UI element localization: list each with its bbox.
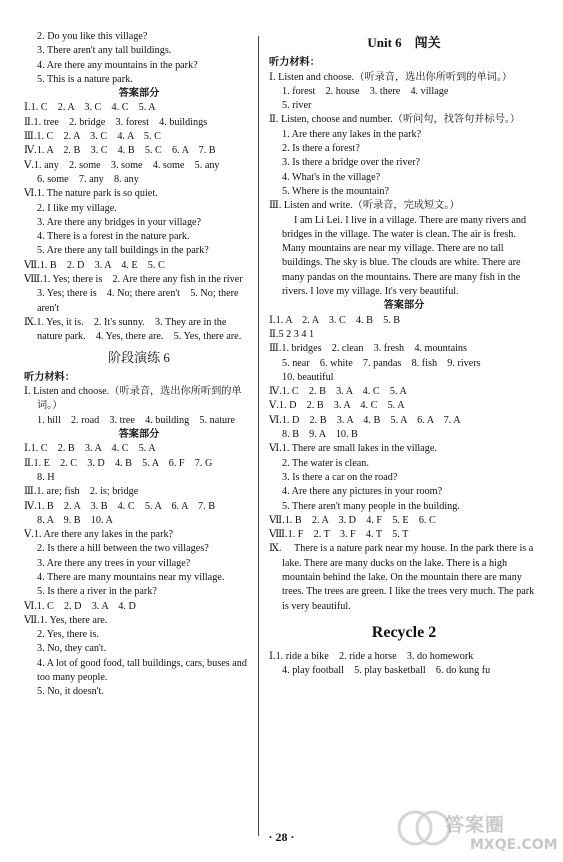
listening-heading: 听力材料： bbox=[269, 57, 320, 69]
unit-title: Unit 6 闯关 bbox=[367, 35, 441, 50]
listening-instruction: Ⅱ. Listen, choose and number.（听问句，找答句并标号。） bbox=[269, 114, 521, 126]
answer-line: 3. Are there any bridges in your village? bbox=[37, 216, 202, 228]
answer-line: Ⅵ.1. C 2. D 3. A 4. D bbox=[24, 600, 136, 612]
listening-passage: I am Li Lei. I live in a village. There are many rivers and bridges in the village. The water is clean. The air is fresh. Many mountains are near my village. There are no tall buildings. The sky is blue. The clouds are white. There are many pandas on the mountains. There are many fish in the rivers. I love my village. It's very beautiful. bbox=[282, 214, 527, 298]
answer-line: 5. near 6. white 7. pandas 8. fish 9. rivers bbox=[282, 357, 481, 369]
answer-line: 10. beautiful bbox=[282, 371, 334, 383]
answer-line: Ⅱ.5 2 3 4 1 bbox=[269, 328, 315, 340]
answer-line: 6. some 7. any 8. any bbox=[37, 173, 139, 185]
answer-line: Ⅰ.1. A 2. A 3. C 4. B 5. B bbox=[269, 314, 401, 326]
answer-line: 5. No, it doesn't. bbox=[37, 686, 104, 698]
answer-line: Ⅰ.1. ride a bike 2. ride a horse 3. do homework bbox=[269, 651, 474, 663]
answer-line: 4. Are there any pictures in your room? bbox=[282, 486, 443, 498]
text-line: 4. Are there any mountains in the park? bbox=[37, 59, 198, 71]
answer-line: 2. Is there a hill between the two villages? bbox=[37, 543, 209, 555]
answer-line: 3. Are there any trees in your village? bbox=[37, 557, 191, 569]
answer-line: 8. B 9. A 10. B bbox=[282, 429, 358, 441]
answer-line: 5. There aren't many people in the building. bbox=[282, 500, 460, 512]
answer-line: 3. Is there a car on the road? bbox=[282, 471, 398, 483]
listening-words: 1. forest 2. house 3. there 4. village bbox=[282, 85, 449, 97]
answer-line: Ⅲ.1. C 2. A 3. C 4. A 5. C bbox=[24, 131, 161, 143]
listening-heading: 听力材料： bbox=[24, 371, 75, 383]
question-line: 2. Is there a forest? bbox=[282, 143, 360, 155]
answer-line: Ⅷ.1. Yes; there is 2. Are there any fish in the river 3. Yes; there is 4. No; there aren't 5. No; there aren't bbox=[24, 274, 253, 314]
watermark-text: 答案圈 bbox=[445, 814, 506, 836]
answer-heading: 答案部分 bbox=[118, 88, 160, 100]
answer-line: 4. There are many mountains near my village. bbox=[37, 571, 225, 583]
answer-line: Ⅴ.1. Are there any lakes in the park? bbox=[24, 529, 174, 541]
answer-line: 4. There is a forest in the nature park. bbox=[37, 231, 190, 243]
listening-words: 5. river bbox=[282, 100, 312, 112]
answer-line: Ⅴ.1. any 2. some 3. some 4. some 5. any bbox=[24, 159, 220, 171]
listening-instruction: Ⅰ. Listen and choose.（听录音，选出你所听到的单词。） bbox=[269, 71, 513, 83]
answer-line: Ⅶ.1. B 2. D 3. A 4. E 5. C bbox=[24, 259, 165, 271]
text-line: 5. This is a nature park. bbox=[37, 73, 133, 85]
right-column bbox=[269, 30, 539, 679]
question-line: 1. Are there any lakes in the park? bbox=[282, 128, 422, 140]
column-divider bbox=[258, 36, 259, 836]
answer-line: Ⅸ.1. Yes, it is. 2. It's sunny. 3. They are in the nature park. 4. Yes, there are. 5. Yes, there are. bbox=[24, 316, 242, 343]
answer-line: Ⅲ.1. are; fish 2. is; bridge bbox=[24, 486, 139, 498]
answer-line: Ⅶ.1. Yes, there are. bbox=[24, 614, 108, 626]
answer-line: 2. Yes, there is. bbox=[37, 629, 99, 641]
listening-instruction: Ⅰ. Listen and choose.（听录音，选出你所听到的单词。） bbox=[24, 386, 242, 412]
recycle-title: Recycle 2 bbox=[371, 623, 437, 641]
answer-line: 8. H bbox=[37, 471, 55, 483]
answer-line: Ⅱ.1. tree 2. bridge 3. forest 4. buildings bbox=[24, 116, 208, 128]
answer-line: Ⅵ.1. The nature park is so quiet. bbox=[24, 188, 158, 200]
page-number: · 28 · bbox=[268, 830, 295, 844]
answer-heading: 答案部分 bbox=[383, 300, 425, 312]
answer-line: Ⅴ.1. D 2. B 3. A 4. C 5. A bbox=[269, 400, 405, 412]
answer-line: 4. play football 5. play basketball 6. do kung fu bbox=[282, 665, 491, 677]
text-line: 2. Do you like this village? bbox=[37, 31, 148, 42]
answer-line: 2. The water is clean. bbox=[282, 457, 369, 469]
roman-label: Ⅸ. bbox=[269, 543, 282, 555]
answer-line: 8. A 9. B 10. A bbox=[37, 514, 113, 526]
answer-line: 4. A lot of good food, tall buildings, cars, buses and too many people. bbox=[37, 657, 247, 684]
question-line: 5. Where is the mountain? bbox=[282, 185, 390, 197]
answer-line: Ⅳ.1. B 2. A 3. B 4. C 5. A 6. A 7. B bbox=[24, 500, 216, 512]
passage-text: There is a nature park near my house. In the park there is a lake. There are many ducks on the lake. There is a high mountain behind the lake. On the mountain there are many trees. The trees are green. I like the trees very much. The park is very beautiful. bbox=[282, 543, 535, 612]
section-title: 阶段演练 6 bbox=[108, 349, 170, 365]
question-line: 3. Is there a bridge over the river? bbox=[282, 157, 421, 169]
answer-line: Ⅰ.1. C 2. B 3. A 4. C 5. A bbox=[24, 443, 156, 455]
answer-line: 3. No, they can't. bbox=[37, 643, 107, 655]
answer-line: Ⅳ.1. A 2. B 3. C 4. B 5. C 6. A 7. B bbox=[24, 145, 216, 157]
answer-passage bbox=[269, 542, 539, 613]
answer-line: Ⅰ.1. C 2. A 3. C 4. C 5. A bbox=[24, 102, 156, 114]
listening-words: 1. hill 2. road 3. tree 4. building 5. nature bbox=[37, 414, 236, 426]
answer-line: Ⅱ.1. E 2. C 3. D 4. B 5. A 6. F 7. G bbox=[24, 457, 213, 469]
answer-line: 2. I like my village. bbox=[37, 202, 117, 214]
answer-line: Ⅷ.1. F 2. T 3. F 4. T 5. T bbox=[269, 529, 409, 541]
question-line: 4. What's in the village? bbox=[282, 171, 381, 183]
left-column bbox=[24, 30, 254, 700]
answer-heading: 答案部分 bbox=[118, 429, 160, 441]
answer-line: 5. Are there any tall buildings in the park? bbox=[37, 245, 209, 257]
listening-instruction: Ⅲ. Listen and write.（听录音，完成短文。） bbox=[269, 200, 460, 212]
answer-line: Ⅲ.1. bridges 2. clean 3. fresh 4. mountains bbox=[269, 343, 467, 355]
text-line: 3. There aren't any tall buildings. bbox=[37, 45, 172, 57]
answer-line: 5. Is there a river in the park? bbox=[37, 586, 157, 598]
answer-line: Ⅵ.1. D 2. B 3. A 4. B 5. A 6. A 7. A bbox=[269, 414, 461, 426]
watermark-site: MXQE.COM bbox=[470, 837, 558, 853]
answer-line: Ⅶ.1. B 2. A 3. D 4. F 5. E 6. C bbox=[269, 514, 436, 526]
answer-line: Ⅵ.1. There are small lakes in the village. bbox=[269, 443, 437, 455]
answer-line: Ⅳ.1. C 2. B 3. A 4. C 5. A bbox=[269, 386, 407, 398]
